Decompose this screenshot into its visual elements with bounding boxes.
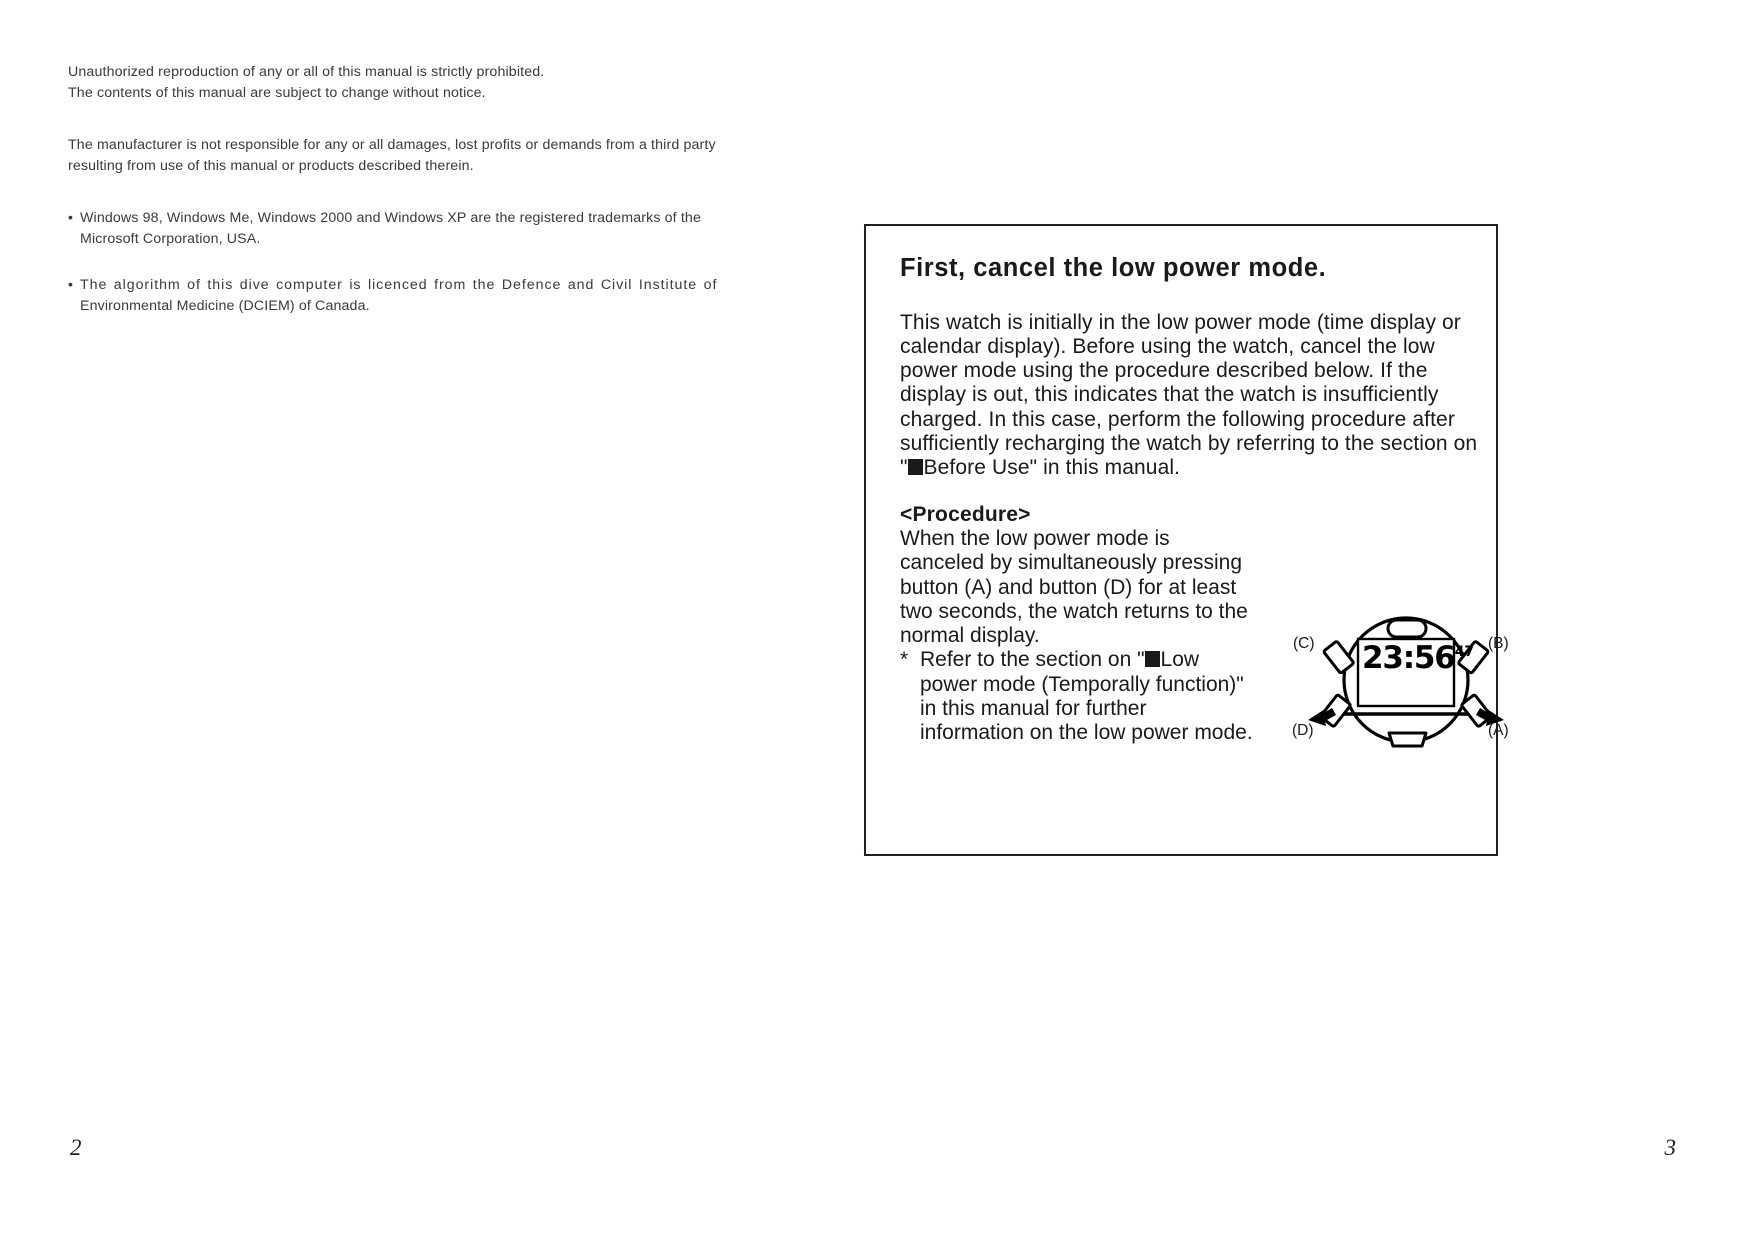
watch-top-lug — [1388, 620, 1426, 637]
spacer — [68, 177, 728, 208]
panel-heading: First, cancel the low power mode. — [900, 254, 1327, 282]
spacer — [68, 104, 728, 135]
instruction-panel-inner — [900, 253, 1509, 746]
bullet-line: Windows 98, Windows Me, Windows 2000 and Windows XP are the registered trademarks of the — [80, 210, 701, 226]
legal-line-1: Unauthorized reproduction of any or all of this manual is strictly prohibited. — [68, 64, 545, 80]
watch-lcd-readout — [1362, 640, 1475, 676]
disclaimer-line-1: The manufacturer is not responsible for any or all damages, lost profits or demands from a third party — [68, 137, 716, 153]
procedure-section — [900, 503, 1255, 746]
instruction-panel — [864, 224, 1509, 856]
bullet-dot-icon: • — [68, 277, 73, 293]
bullet-item-trademarks — [68, 208, 728, 250]
intro-text-part2: Before Use" in this manual. — [923, 456, 1181, 480]
procedure-body: When the low power mode is canceled by simultaneously pressing button (A) and button (D) for at least two seconds, the watch returns to the normal display. — [900, 526, 1248, 648]
watch-seconds-value: 47 — [1454, 644, 1475, 660]
watch-button-label-c: (C) — [1293, 635, 1315, 652]
bullet-item-algorithm — [68, 275, 728, 317]
intro-paragraph — [900, 311, 1480, 481]
page-number-left: 2 — [70, 1135, 82, 1160]
procedure-note-part1: Refer to the section on " — [920, 648, 1145, 672]
watch-button-label-b: (B) — [1488, 635, 1509, 652]
legal-notice-block — [68, 62, 728, 104]
left-page-content — [68, 62, 728, 317]
page-number-right: 3 — [1664, 1135, 1676, 1160]
spacer — [68, 250, 728, 275]
intro-text-part1: This watch is initially in the low power mode (time display or calendar display). Before using the watch, cancel the low power mode using the procedure described below. If the display is out, this indicates that the watch is insufficiently charged. In this case, perform the following procedure after sufficiently recharging the watch by referring to the section on " — [900, 310, 1478, 480]
watch-button-label-d: (D) — [1292, 722, 1314, 739]
spacer — [900, 481, 1480, 503]
bullet-line: Environmental Medicine (DCIEM) of Canada. — [80, 298, 370, 314]
procedure-note-part2: Low power mode (Temporally function)" in this manual for further information on the low power mode. — [920, 648, 1253, 745]
bullet-line: The algorithm of this dive computer is licenced from the Defence and Civil Institute of — [80, 277, 718, 293]
disclaimer-block — [68, 135, 728, 177]
black-square-bullet-icon — [1145, 651, 1161, 667]
procedure-heading: <Procedure> — [900, 502, 1031, 526]
legal-line-2: The contents of this manual are subject to change without notice. — [68, 85, 486, 101]
disclaimer-line-2: resulting from use of this manual or products described therein. — [68, 158, 474, 174]
procedure-note — [900, 648, 1255, 745]
watch-illustration-svg — [1292, 613, 1520, 748]
watch-bottom-lug — [1389, 733, 1426, 746]
bullet-dot-icon: • — [68, 210, 73, 226]
watch-time-value: 23:56 — [1362, 640, 1455, 676]
watch-diagram — [1292, 613, 1520, 748]
watch-button-label-a: (A) — [1488, 722, 1509, 739]
black-square-bullet-icon — [908, 459, 924, 475]
bullet-line: Microsoft Corporation, USA. — [80, 231, 261, 247]
intro-text — [900, 311, 1480, 481]
asterisk-marker: * — [900, 648, 909, 672]
